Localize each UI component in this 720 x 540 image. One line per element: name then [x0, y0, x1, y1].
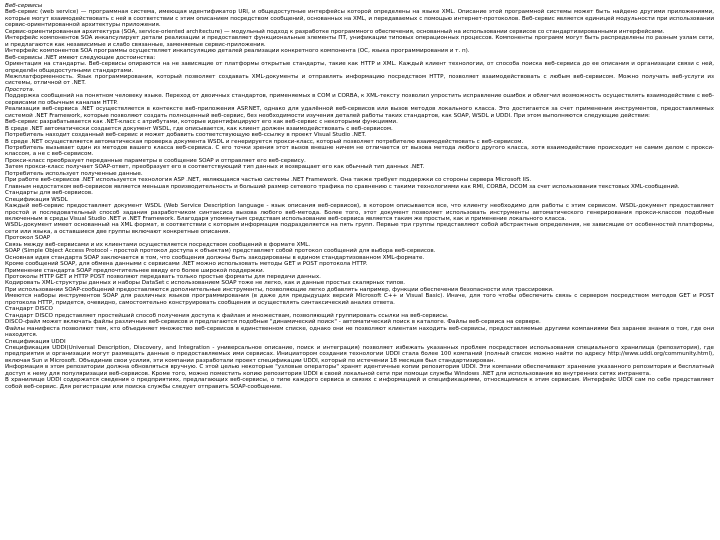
paragraph: Сервис-ориентированная архитектура (SOA, service-oriented architecture) — модульный подход к разработке программного обеспечения, основанный на использовании сервисов со стандартизированными интерфейсами. [5, 28, 665, 35]
paragraph: Спецификация UDDI [5, 338, 66, 345]
paragraph: Веб-сервис разрабатывается как .NET-класс с атрибутами, которые идентифицируют его как веб-сервис с некоторыми функциями. [5, 119, 398, 126]
paragraph: Протокол SOAP [5, 235, 51, 242]
paragraph: Кодировать XML-структуры данных и наборы DataSet с использованием SOAP тоже не легко, как и данные простых скалярных типов. [5, 280, 406, 287]
paragraph: Интерфейс компонентов SOA инкапсулирует детали реализации и предоставляет функциональные элементы ПТ, унификации типовых операционных процессов. Компоненты программ могут быть распределены по разным узлам сети, и предлагаются как независимые и слабо связанные, заменяемые сервис-приложения. [5, 35, 714, 48]
paragraph: Прокси-класс преобразует переданные параметры в сообщение SOAP и отправляет его веб-сервису. [5, 157, 306, 164]
paragraph: Применение стандарта SOAP предпочтительнее ввиду его более широкой поддержки. [5, 267, 265, 274]
paragraph: Простота. [5, 86, 35, 93]
paragraph: Стандарт DISCO представляет простейший способ получения доступа к файлам и множествам, позволяющий группировать ссылки на веб-сервисы. [5, 312, 449, 319]
paragraph: Кроме сообщений SOAP, для обмена данными с сервисами .NET можно использовать методы GET и POST протокола HTTP. [5, 261, 368, 268]
paragraph: При работе веб-сервисов .NET используется технология ASP .NET, являющаяся частью системы .NET Framework. Она также требует поддержки со стороны сервера Microsoft IIS. [5, 177, 532, 184]
paragraph: Связь между веб-сервисами и их клиентами осуществляется посредством сообщений в формате XML. [5, 241, 311, 248]
paragraph: Потребитель вызывает один из методов вашего класса веб-сервиса. С его точки зрения этот вызов внешне ничем не отличается от вызова метода любого другого класса, хотя взаимодействие происходит не самим делом с прокси-классом, а не с веб-сервисом. [5, 144, 714, 158]
paragraph: SOAP (Simple Object Access Protocol - простой протокол доступа к объектам) представляет собой протокол сообщений для выбора веб-сервисов. [5, 248, 436, 255]
paragraph: WSDL-документ имеет основанный на XML формат, в соответствии с которым информация подразделяется на пять групп. Первые три группы представляют собой абстрактные определения, не зависящие от особенностей платформы, сети или языка, а оставшиеся две группы включают конкретные описания. [5, 222, 714, 235]
paragraph: В среде .NET автоматически создается документ WSDL, где описывается, как клиент должен взаимодействовать с веб-сервисом. [5, 125, 393, 132]
paragraph: Ориентация на стандарты. Веб-сервисы опираются на не зависящие от платформы открытые стандарты, такие как HTTP и XML. Каждый клиент технологии, от способа поиска веб-сервиса до ее описания и организации связи с ней, определён общедоступными стандартами. [5, 61, 714, 74]
paragraph: Потребитель находит созданный веб-сервис и может добавить соответствующую веб-ссылку в проект Visual Studio .NET. [5, 132, 367, 139]
paragraph: DISCO-файл может включать файлы различных веб-сервисов и предлагаются подобные "динамический поиск" - автоматический поиск в каталоге. Файлы веб-сервиса на сервере. [5, 319, 541, 326]
paragraph: Веб-сервисы .NET имеют следующие достоинства: [5, 54, 156, 61]
paragraph: Веб-сервис (web service) — программная система, имеющая идентификатор URI, и общедоступные интерфейсы которой определены на языке XML. Описание этой программной системы может быть найдено другими приложениями, которые могут взаимодействовать с ней в соответствии с этим описанием посредством сообщений, основанных на XML, и передаваемых с помощью интернет-протоколов. Веб-сервис является единицей модульности при использовании сервис-ориентированной архитектуры приложения. [5, 9, 714, 29]
paragraph: Имеются наборы инструментов SOAP для различных языков программирования (в даже для предыдущих версий Microsoft C++ и Visual Basic). Иначе, для того чтобы обеспечить связь с сервером посредством методов GET и POST протокола HTTP, придется, очевидно, самостоятельно конструировать сообщения и осуществлять синтаксический анализ ответа. [5, 293, 714, 306]
paragraph: Стандарт DISCO [5, 306, 53, 313]
paragraph: Реализация веб-сервиса .NET осуществляется в контексте веб-приложения ASP.NET, однако для удалённой веб-сервисов или вызов методов локального класса. Это достигается за счет применения инструментов, предоставляемых системой .NET Framework, которые позволяют создать полноценный веб-сервис, без необходимости изучения деталей работы таких стандартов, как SOAP, WSDL и UDDI. При этом выполняются следующие действия: [5, 106, 714, 119]
paragraph: Веб-сервисы [5, 3, 43, 9]
paragraph: Основная идея стандарта SOAP заключается в том, что сообщения должны быть закодированы в едином стандартизованном XML-формате. [5, 254, 425, 261]
paragraph: Протоколы HTTP GET и HTTP POST позволяют передавать только простые форматы для передачи данных. [5, 274, 321, 281]
paragraph: Затем прокси-класс получает SOAP-ответ, преобразует его в соответствующий тип данных и возвращает его как обычный тип данных .NET. [5, 164, 425, 171]
paragraph: В хранилище UDDI содержатся сведения о предприятиях, предлагающих веб-сервисы, о типе каждого сервиса и связях с информацией и спецификациями, относящимися к этим сервисам. Интерфейс UDDI сам по себе представляет собой веб-сервис. Для регистрации или поиска службы следует отправить SOAP-сообщение. [5, 377, 714, 390]
paragraph: Поддержка сообщений на понятном человеку языке. Переход от двоичных стандартов, применяемых в COM и CORBA, к XML-тексту позволил упростить исправление ошибок и облегчил возможность осуществлять взаимодействие с веб-сервисами по обычным каналам HTTP. [5, 93, 714, 106]
paragraph: Каждый веб-сервис предоставляет документ WSDL (Web Service Description language - язык описания веб-сервисов), в котором описывается все, что клиенту необходимо для работы с этим сервисом. WSDL-документ предоставляет простой и последовательный способ задания разработчиком синтаксиса вызова любого веб-метода. Более того, этот документ позволяет использовать инструменты автоматического генерирования прокси-классов подобные включенным в среды Visual Studio .NET и .NET Framework. Благодаря упомянутым средствам использование веб-сервиса является таким же простым, как и применение локального класса. [5, 203, 714, 222]
paragraph: В среде .NET осуществляется автоматическая проверка документа WSDL и генерируется прокси-класс, который позволяет потребителю взаимодействовать с веб-сервисом. [5, 138, 524, 145]
paragraph: Спецификация WSDL [5, 196, 68, 203]
paragraph: Информация в этом репозитории должна обновляться вручную. С этой целью некоторые "узловые операторы" хранят идентичные копии репозитория UDDI. Эти компании обеспечивают хранение указанного репозитория и бесплатный доступ к нему для популяризации веб-сервисов. Кроме того, можно поместить копию репозитория UDDI в своей локальной сети при помощи службы Windows .NET для использования во внутренних сетях интранета. [5, 364, 714, 377]
paragraph: Файлы манифеста позволяют тем, кто объединяет множество веб-сервисов в единственном списке, однако они не позволяют клиентам находить веб-сервисы, предоставляемые другими компаниями без заранее знания о том, где они находятся. [5, 325, 714, 339]
paragraph: Межплатформенность. Язык программирования, который позволяет создавать XML-документы и отправлять информацию посредством HTTP, позволяет взаимодействовать с любым веб-сервисом. Можно получать веб-услуги из системы, отличной от .NET. [5, 73, 714, 87]
paragraph: Интерфейс компонентов SOA программы осуществляет инкапсуляцию деталей реализации конкретного компонента (ОС, языка программирования и т. п). [5, 48, 470, 55]
paragraph: При использовании SOAP-сообщений предоставляются дополнительные инструменты, позволяющие легко добавлять например, функции обеспечения безопасности или трассировки. [5, 286, 554, 293]
paragraph: Главным недостатком веб-сервисов является меньшая производительность и больший размер сетевого трафика по сравнению с такими технологиями как RMI, CORBA, DCOM за счет использования текстовых XML-сообщений. [5, 183, 680, 190]
paragraph: Потребитель использует полученные данные. [5, 170, 143, 177]
paragraph: Стандарты для веб-сервисов. [5, 190, 93, 197]
paragraph: Спецификация UDDI(Universal Description, Discovery, and Integration - универсальное описание, поиск и интеграция) позволяет избежать указанных проблем посредством использования специального хранилища (репозитория), где предприятия и организации могут размещать данные о предоставляемых ими сервисах. Инициатором создания технологии UDDI стала более 100 компаний (полный список можно найти по адресу http://www.uddi.org/community.html), включая Sun и Microsoft. Объединив свои усилия, эти компании разработали проект спецификации UDDI, который по истечении 18 месяцев был стандартизирован. [5, 345, 714, 364]
